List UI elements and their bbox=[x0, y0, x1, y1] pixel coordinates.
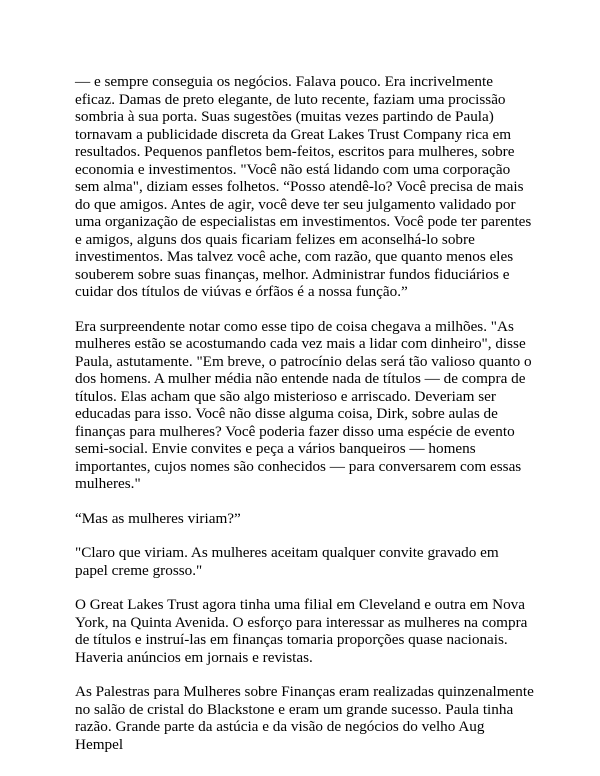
paragraph-4: "Claro que viriam. As mulheres aceitam qualquer convite gravado em papel creme grosso." bbox=[75, 544, 499, 579]
paragraph-5: O Great Lakes Trust agora tinha uma filial em Cleveland e outra em Nova York, na Quinta Avenida. O esforço para interessar as mulheres na compra de títulos e instruí-las em finanças tomaria proporções quase nacionais. Haveria anúncios em jornais e revistas. bbox=[75, 596, 528, 666]
paragraph-1: — e sempre conseguia os negócios. Falava pouco. Era incrivelmente eficaz. Damas de preto elegante, de luto recente, faziam uma procissão sombria à sua porta. Suas sugestões (muitas vezes partindo de Paula) tornavam a publicidade discreta da Great Lakes Trust Company rica em resultados. Pequenos panfletos bem-feitos, escritos para mulheres, sobre economia e investimentos. "Você não está lidando com uma corporação sem alma", diziam esses folhetos. “Posso atendê-lo? Você precisa de mais do que amigos. Antes de agir, você deve ter seu julgamento validado por uma organização de especialistas em investimentos. Você pode ter parentes e amigos, alguns dos quais ficariam felizes em aconselhá-lo sobre investimentos. Mas talvez você ache, com razão, que quanto menos eles souberem sobre suas finanças, melhor. Administrar fundos fiduciários e cuidar dos títulos de viúvas e órfãos é a nossa função.” bbox=[75, 73, 532, 300]
paragraph-3: “Mas as mulheres viriam?” bbox=[75, 509, 241, 527]
paragraph-6: As Palestras para Mulheres sobre Finanças eram realizadas quinzenalmente no salão de cristal do Blackstone e eram um grande sucesso. Paula tinha razão. Grande parte da astúcia e da visão de negócios do velho Aug Hempel bbox=[75, 683, 534, 753]
document-page bbox=[75, 73, 535, 753]
paragraph-2: Era surpreendente notar como esse tipo de coisa chegava a milhões. "As mulheres estão se acostumando cada vez mais a lidar com dinheiro", disse Paula, astutamente. "Em breve, o patrocínio delas será tão valioso quanto o dos homens. A mulher média não entende nada de títulos — de compra de títulos. Elas acham que são algo misterioso e arriscado. Deveriam ser educadas para isso. Você não disse alguma coisa, Dirk, sobre aulas de finanças para mulheres? Você poderia fazer disso uma espécie de evento semi-social. Envie convites e peça a vários banqueiros — homens importantes, cujos nomes são conhecidos — para conversarem com essas mulheres." bbox=[75, 317, 532, 492]
